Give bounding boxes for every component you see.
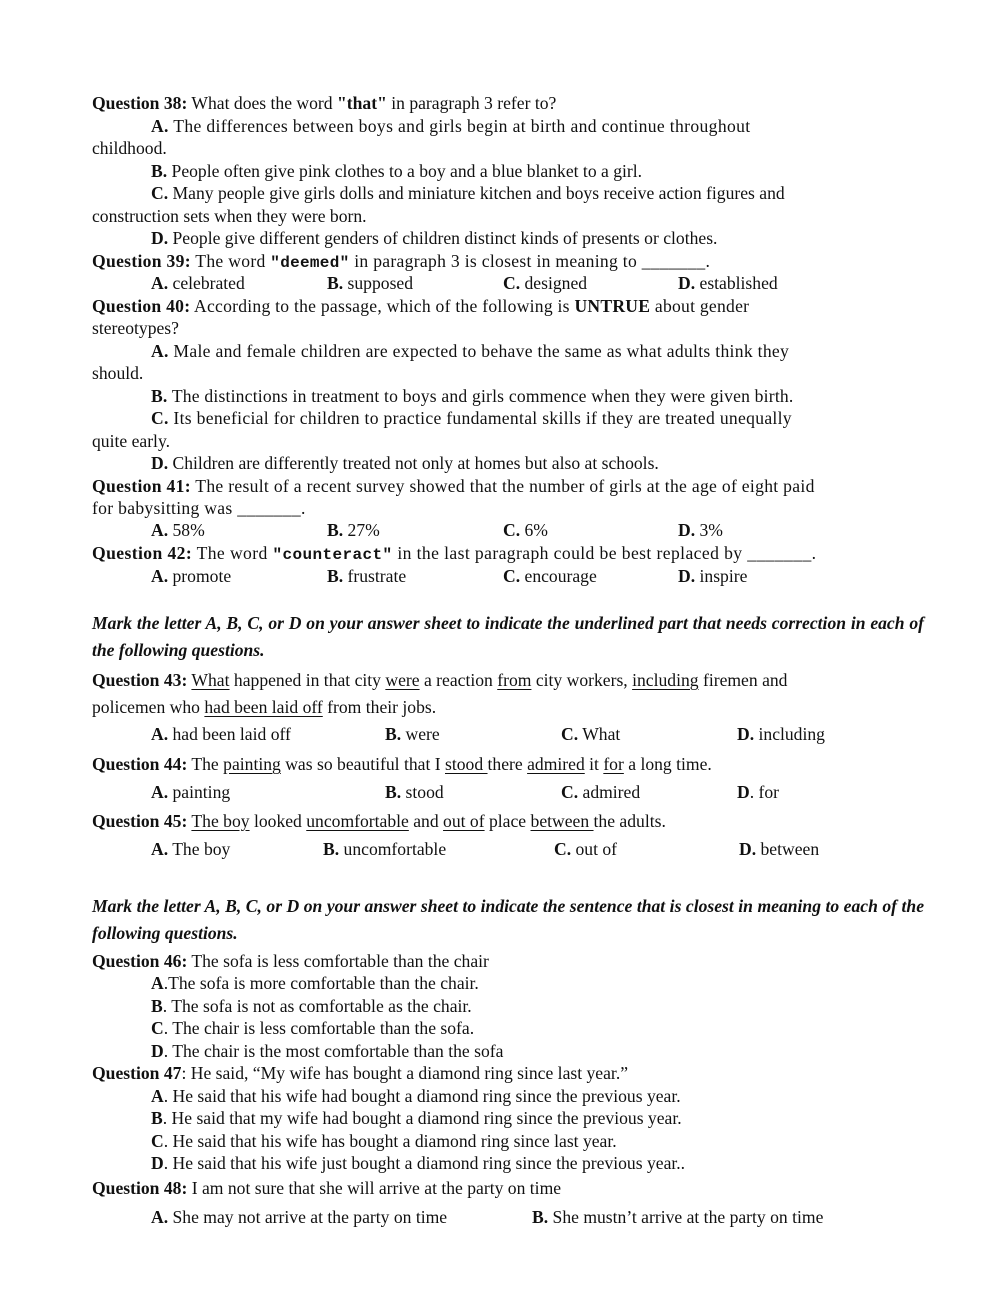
underlined-part-c: What — [191, 670, 230, 690]
option-c: C. The chair is less comfortable than the sofa. — [151, 1018, 475, 1038]
option-c: C. What — [561, 724, 621, 744]
question-label: Question 43: — [92, 670, 188, 690]
option-b: B. He said that my wife had bought a diamond ring since the previous year. — [151, 1108, 682, 1128]
question-label: Question 42: — [92, 543, 193, 563]
underlined-part-a: had been laid off — [204, 697, 323, 717]
option-a-continued: childhood. — [92, 138, 167, 158]
option-c: C. Its beneficial for children to practice fundamental skills if they are treated unequally — [151, 408, 792, 428]
question-label: Question 44: — [92, 754, 188, 774]
keyword: "that" — [337, 93, 387, 113]
option-d: D. established — [678, 273, 778, 293]
option-d: D. for — [737, 782, 780, 802]
question-label: Question 40: — [92, 296, 191, 316]
option-d: D. The chair is the most comfortable than the sofa — [151, 1041, 504, 1061]
option-b: B. She mustn’t arrive at the party on time — [532, 1207, 824, 1227]
question-label: Question 39: — [92, 251, 191, 271]
option-b: B. 27% — [327, 520, 380, 540]
underlined-part-d: for — [603, 754, 624, 774]
option-b: B. The sofa is not as comfortable as the chair. — [151, 996, 472, 1016]
question-39-stem: Question 39: The word "deemed" in paragraph 3 is closest in meaning to _______. — [92, 251, 711, 272]
option-d: D. He said that his wife just bought a diamond ring since the previous year.. — [151, 1153, 686, 1173]
option-b: B. supposed — [327, 273, 414, 293]
question-label: Question 48: — [92, 1178, 188, 1198]
question-label: Question 47 — [92, 1063, 182, 1083]
question-40-stem: Question 40: According to the passage, which of the following is UNTRUE about gender — [92, 296, 750, 316]
question-41-stem: Question 41: The result of a recent survey showed that the number of girls at the age of eight paid — [92, 476, 815, 496]
option-d: D. Children are differently treated not only at homes but also at schools. — [151, 453, 659, 473]
question-label: Question 38: — [92, 93, 188, 113]
section-instruction: Mark the letter A, B, C, or D on your answer sheet to indicate the sentence that is closest in meaning to each of the following questions. — [92, 896, 924, 943]
option-c-continued: quite early. — [92, 431, 170, 451]
option-c: C. Many people give girls dolls and miniature kitchen and boys receive action figures and — [151, 183, 785, 203]
option-a: A. promote — [151, 566, 232, 586]
option-c: C. out of — [554, 839, 618, 859]
option-a: A.The sofa is more comfortable than the chair. — [151, 973, 479, 993]
question-40-stem-continued: stereotypes? — [92, 318, 179, 338]
underlined-part-a: painting — [223, 754, 281, 774]
underlined-part: from — [497, 670, 532, 690]
option-d: D. inspire — [678, 566, 748, 586]
question-47-stem: Question 47: He said, “My wife has bought a diamond ring since last year.” — [92, 1063, 629, 1083]
option-c: C. admired — [561, 782, 641, 802]
option-b: B. uncomfortable — [323, 839, 447, 859]
option-d: D. 3% — [678, 520, 723, 540]
option-c: C. encourage — [503, 566, 597, 586]
question-41-stem-continued: for babysitting was _______. — [92, 498, 306, 518]
underlined-part-b: stood — [445, 754, 488, 774]
option-b: B. were — [385, 724, 440, 744]
underlined-part-a: The boy — [191, 811, 250, 831]
question-label: Question 46: — [92, 951, 188, 971]
section-instruction: Mark the letter A, B, C, or D on your answer sheet to indicate the underlined part that needs correction in each of the following questions. — [92, 613, 924, 660]
option-a: A. She may not arrive at the party on time — [151, 1207, 448, 1227]
question-38-stem: Question 38: What does the word "that" in paragraph 3 refer to? — [92, 93, 557, 113]
underlined-part-b: were — [385, 670, 420, 690]
question-46-stem: Question 46: The sofa is less comfortable than the chair — [92, 951, 489, 971]
underlined-part-d: between — [530, 811, 594, 831]
option-a: A. The boy — [151, 839, 231, 859]
option-a: A. painting — [151, 782, 231, 802]
option-b: B. stood — [385, 782, 444, 802]
underlined-part-b: uncomfortable — [306, 811, 409, 831]
question-48-stem: Question 48: I am not sure that she will arrive at the party on time — [92, 1178, 562, 1198]
option-d: D. between — [739, 839, 820, 859]
question-44-stem: Question 44: The painting was so beautiful that I stood there admired it for a long time. — [92, 754, 712, 774]
question-label: Question 45: — [92, 811, 188, 831]
question-42-stem: Question 42: The word "counteract" in the last paragraph could be best replaced by _______. — [92, 543, 817, 564]
option-a: A. had been laid off — [151, 724, 291, 744]
option-a: A. The differences between boys and girls begin at birth and continue throughout — [151, 116, 751, 136]
keyword: "counteract" — [272, 546, 393, 564]
question-43-stem: Question 43: What happened in that city were a reaction from city workers, including firemen and — [92, 670, 788, 690]
option-d: D. including — [737, 724, 825, 744]
option-c: C. 6% — [503, 520, 548, 540]
option-d: D. People give different genders of children distinct kinds of presents or clothes. — [151, 228, 718, 248]
option-b: B. People often give pink clothes to a boy and a blue blanket to a girl. — [151, 161, 643, 181]
option-a: A. Male and female children are expected to behave the same as what adults think they — [151, 341, 790, 361]
underlined-part-d: including — [632, 670, 699, 690]
option-b: B. The distinctions in treatment to boys and girls commence when they were given birth. — [151, 386, 794, 406]
option-a-continued: should. — [92, 363, 144, 383]
question-43-stem-continued: policemen who had been laid off from their jobs. — [92, 697, 437, 717]
option-c-continued: construction sets when they were born. — [92, 206, 367, 226]
keyword: "deemed" — [270, 254, 350, 272]
option-c: C. He said that his wife has bought a diamond ring since last year. — [151, 1131, 617, 1151]
option-a: A. celebrated — [151, 273, 245, 293]
underlined-part-c: admired — [527, 754, 585, 774]
option-c: C. designed — [503, 273, 588, 293]
question-label: Question 41: — [92, 476, 191, 496]
option-a: A. 58% — [151, 520, 205, 540]
option-a: A. He said that his wife had bought a diamond ring since the previous year. — [151, 1086, 681, 1106]
option-b: B. frustrate — [327, 566, 407, 586]
keyword: UNTRUE — [574, 296, 651, 316]
question-45-stem: Question 45: The boy looked uncomfortable and out of place between the adults. — [92, 811, 666, 831]
underlined-part-c: out of — [443, 811, 485, 831]
